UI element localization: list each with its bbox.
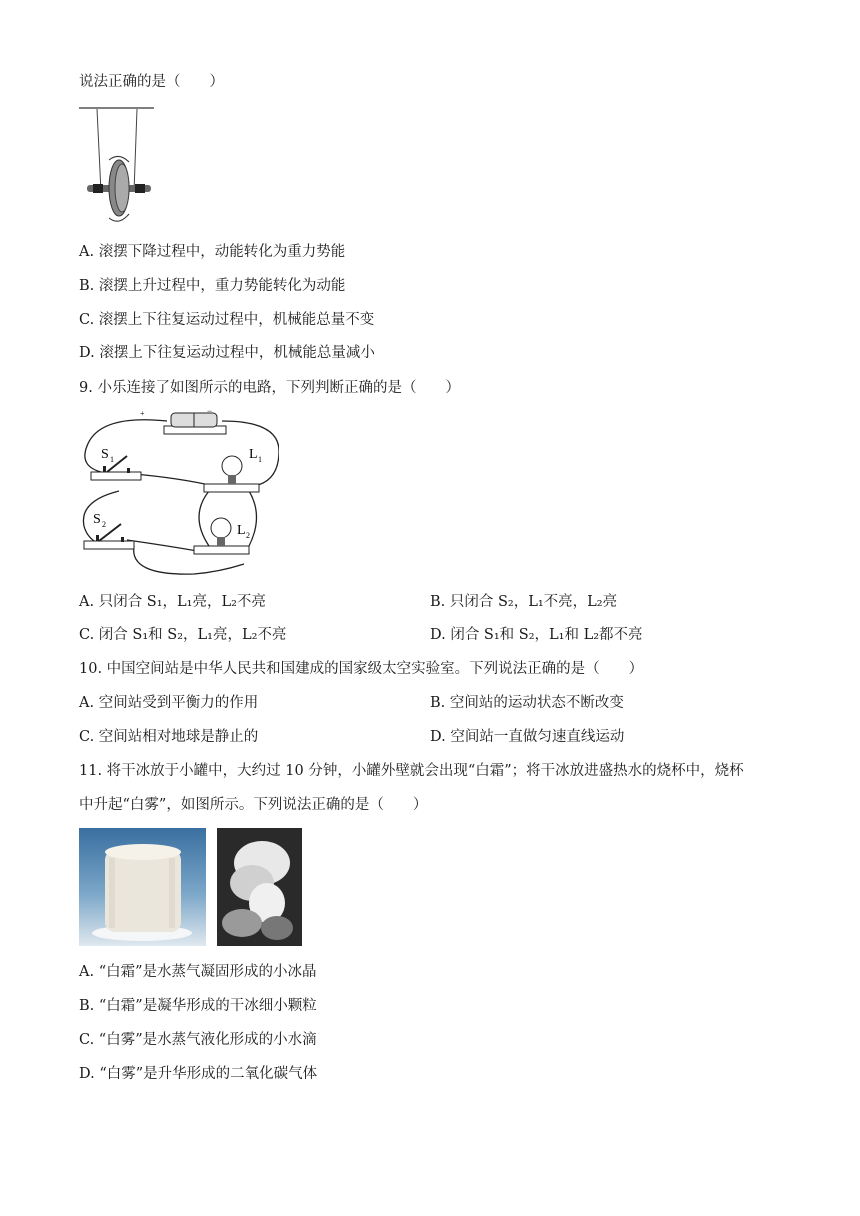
q11-option-d: D. “白雾”是升华形成的二氧化碳气体 bbox=[79, 1066, 318, 1082]
q11-option-a: A. “白霜”是水蒸气凝固形成的小冰晶 bbox=[79, 964, 317, 980]
q8-stem-tail: 说法正确的是（ ） bbox=[79, 74, 224, 90]
q9-stem: 9. 小乐连接了如图所示的电路，下列判断正确的是（ ） bbox=[79, 380, 460, 396]
battery-minus: − bbox=[207, 406, 213, 416]
q8-option-b: B. 滚摆上升过程中，重力势能转化为动能 bbox=[79, 278, 346, 294]
q10-option-c: C. 空间站相对地球是静止的 bbox=[79, 729, 259, 745]
q10-option-d: D. 空间站一直做匀速直线运动 bbox=[430, 729, 625, 745]
q9-option-b: B. 只闭合 S₂，L₁不亮，L₂亮 bbox=[430, 594, 618, 610]
s2-label-sub: 2 bbox=[102, 520, 106, 529]
s1-label: S bbox=[101, 447, 109, 462]
q11-option-c: C. “白雾”是水蒸气液化形成的小水滴 bbox=[79, 1032, 317, 1048]
q11-stem-line1: 11. 将干冰放于小罐中，大约过 10 分钟，小罐外壁就会出现“白霜”；将干冰放进盛热水的烧杯中，烧杯 bbox=[79, 763, 744, 779]
q11-option-b: B. “白霜”是凝华形成的干冰细小颗粒 bbox=[79, 998, 317, 1014]
l1-label-sub: 1 bbox=[258, 455, 262, 464]
q11-stem-line2: 中升起“白雾”，如图所示。下列说法正确的是（ ） bbox=[79, 797, 428, 813]
s1-label-sub: 1 bbox=[110, 455, 114, 464]
battery-plus: + bbox=[140, 409, 145, 418]
frost-photo bbox=[79, 828, 206, 946]
q9-option-d: D. 闭合 S₁和 S₂，L₁和 L₂都不亮 bbox=[430, 627, 643, 643]
q9-option-a: A. 只闭合 S₁，L₁亮，L₂不亮 bbox=[79, 594, 266, 610]
q10-option-b: B. 空间站的运动状态不断改变 bbox=[430, 695, 624, 711]
circuit-figure bbox=[79, 406, 279, 581]
fog-photo bbox=[217, 828, 302, 946]
l2-label-sub: 2 bbox=[246, 531, 250, 540]
q10-stem: 10. 中国空间站是中华人民共和国建成的国家级太空实验室。下列说法正确的是（ ） bbox=[79, 661, 644, 677]
q8-option-c: C. 滚摆上下往复运动过程中，机械能总量不变 bbox=[79, 312, 375, 328]
q8-option-a: A. 滚摆下降过程中，动能转化为重力势能 bbox=[79, 244, 346, 260]
l1-label: L bbox=[249, 447, 258, 462]
q10-option-a: A. 空间站受到平衡力的作用 bbox=[79, 695, 259, 711]
l2-label: L bbox=[237, 523, 246, 538]
s2-label: S bbox=[93, 512, 101, 527]
pendulum-figure bbox=[79, 100, 159, 230]
q9-option-c: C. 闭合 S₁和 S₂，L₁亮，L₂不亮 bbox=[79, 627, 287, 643]
q8-option-d: D. 滚摆上下往复运动过程中，机械能总量减小 bbox=[79, 345, 375, 361]
